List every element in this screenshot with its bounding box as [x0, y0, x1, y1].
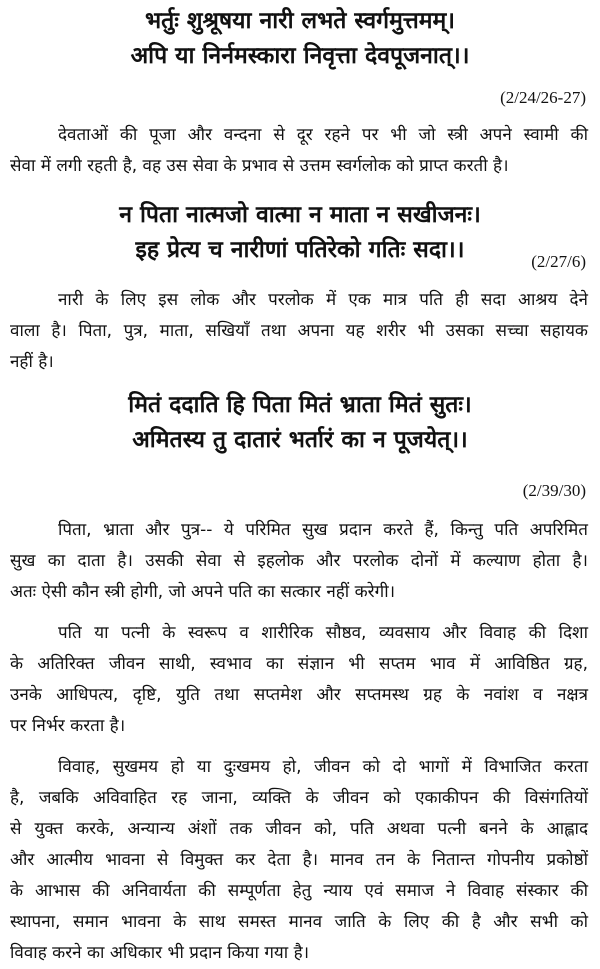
- text-line: सेवा में लगी रहती है, वह उस सेवा के प्रभाव से उत्तम स्वर्गलोक को प्राप्त करती है।: [10, 156, 509, 176]
- text-line: के अतिरिक्त जीवन साथी, स्वभाव का संज्ञान भी सप्तम भाव में आविष्ठित ग्रह,: [10, 654, 588, 674]
- text-line: देवताओं की पूजा और वन्दना से दूर रहने पर भी जो स्त्री अपने स्वामी की: [58, 125, 588, 145]
- verse-reference: (2/24/26-27): [500, 88, 586, 107]
- verse-line: अपि या निर्नमस्कारा निवृत्ता देवपूजनात्।।: [130, 43, 470, 69]
- verse-line: न पिता नात्मजो वात्मा न माता न सखीजनः।: [119, 202, 481, 228]
- verse-3: [0, 388, 600, 458]
- paragraph-5: [10, 752, 588, 969]
- text-line: के आभास की अनिवार्यता की सम्पूर्णता हेतु न्याय एवं समाज ने विवाह संस्कार की: [10, 881, 588, 901]
- verse-1: [0, 4, 600, 74]
- verse-reference: (2/27/6): [531, 252, 586, 271]
- text-line: उनके आधिपत्य, दृष्टि, युति तथा सप्तमेश और सप्तमस्थ ग्रह के नवांश व नक्षत्र: [10, 685, 588, 705]
- paragraph-1: [10, 120, 588, 182]
- text-line: विवाह करने का अधिकार भी प्रदान किया गया है।: [10, 943, 310, 963]
- verse-reference: (2/39/30): [522, 481, 586, 500]
- text-line: और आत्मीय भावना से विमुक्त कर देता है। मानव तन के नितान्त गोपनीय प्रकोष्ठों: [10, 850, 588, 870]
- text-line: अतः ऐसी कौन स्त्री होगी, जो अपने पति का सत्कार नहीं करेगी।: [10, 582, 396, 602]
- paragraph-2: [10, 285, 588, 378]
- verse-line: मितं ददाति हि पिता मितं भ्राता मितं सुतः।: [128, 392, 472, 418]
- verse-line: भर्तुः शुश्रूषया नारी लभते स्वर्गमुत्तमम्।: [145, 8, 455, 34]
- verse-line: अमितस्य तु दातारं भर्तारं का न पूजयेत्।।: [132, 427, 468, 453]
- text-line: वाला है। पिता, पुत्र, माता, सखियाँ तथा अपना यह शरीर भी उसका सच्चा सहायक: [10, 321, 588, 341]
- text-line: स्थापना, समान भावना के साथ समस्त मानव जाति के लिए की है और सभी को: [10, 912, 588, 932]
- paragraph-3: [10, 515, 588, 608]
- text-line: पिता, भ्राता और पुत्र-- ये परिमित सुख प्रदान करते हैं, किन्तु पति अपरिमित: [58, 520, 588, 540]
- text-line: पति या पत्नी के स्वरूप व शारीरिक सौष्ठव, व्यवसाय और विवाह की दिशा: [58, 623, 588, 643]
- text-line: नहीं है।: [10, 352, 54, 372]
- verse-line: इह प्रेत्य च नारीणां पतिरेको गतिः सदा।।: [135, 237, 465, 263]
- text-line: से युक्त करके, अन्यान्य अंशों तक जीवन को, पति अथवा पत्नी बनने के आह्लाद: [10, 819, 588, 839]
- text-line: सुख का दाता है। उसकी सेवा से इहलोक और परलोक दोनों में कल्याण होता है।: [10, 551, 588, 571]
- text-line: है, जबकि अविवाहित रह जाना, व्यक्ति के जीवन को एकाकीपन की विसंगतियों: [10, 788, 588, 808]
- paragraph-4: [10, 618, 588, 742]
- text-line: पर निर्भर करता है।: [10, 716, 126, 736]
- text-line: विवाह, सुखमय हो या दुःखमय हो, जीवन को दो भागों में विभाजित करता: [58, 757, 588, 777]
- text-line: नारी के लिए इस लोक और परलोक में एक मात्र पति ही सदा आश्रय देने: [58, 290, 588, 310]
- verse-2: [0, 198, 600, 268]
